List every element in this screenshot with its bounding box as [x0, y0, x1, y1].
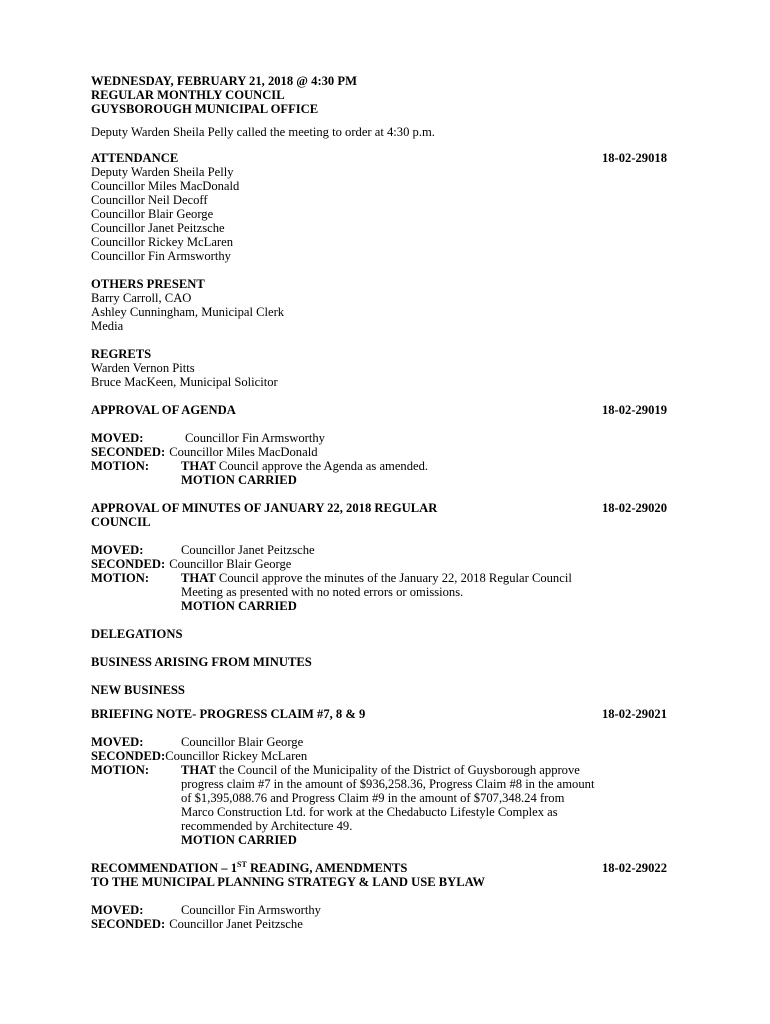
moved-by: Councillor Fin Armsworthy	[181, 903, 321, 917]
regret-name: Warden Vernon Pitts	[91, 361, 195, 375]
other-attendee: Barry Carroll, CAO	[91, 291, 192, 305]
others-present-heading: OTHERS PRESENT	[91, 277, 205, 291]
business-arising-heading: BUSINESS ARISING FROM MINUTES	[91, 655, 312, 669]
seconded-by: Councillor Janet Peitzsche	[169, 917, 303, 931]
motion-text: Council approve the minutes of the January 22, 2018 Regular Council	[215, 571, 572, 585]
attendee: Councillor Fin Armsworthy	[91, 249, 231, 263]
regrets-heading: REGRETS	[91, 347, 152, 361]
motion-label: MOTION:	[91, 571, 150, 585]
resolution-number: 18-02-29021	[601, 707, 667, 721]
resolution-number: 18-02-29020	[601, 501, 667, 515]
resolution-number: 18-02-29022	[601, 861, 667, 875]
motion-that: THAT	[181, 763, 216, 777]
moved-label: MOVED:	[91, 543, 144, 557]
motion-label: MOTION:	[91, 763, 150, 777]
meeting-location: GUYSBOROUGH MUNICIPAL OFFICE	[91, 102, 319, 116]
others-present-section	[91, 277, 671, 333]
moved-label: MOVED:	[91, 735, 144, 749]
recommendation-heading-cont: TO THE MUNICIPAL PLANNING STRATEGY & LAND USE BYLAW	[91, 875, 485, 889]
moved-label: MOVED:	[91, 903, 144, 917]
moved-by: Councillor Janet Peitzsche	[181, 543, 315, 557]
new-business-heading: NEW BUSINESS	[91, 683, 185, 697]
agenda-section	[91, 403, 671, 487]
resolution-number: 18-02-29018	[601, 151, 667, 165]
motion-text-cont: progress claim #7 in the amount of $936,258.36, Progress Claim #8 in the amount	[181, 777, 595, 791]
motion-result: MOTION CARRIED	[181, 833, 297, 847]
regret-name: Bruce MacKeen, Municipal Solicitor	[91, 375, 278, 389]
minutes-heading: APPROVAL OF MINUTES OF JANUARY 22, 2018 REGULAR	[91, 501, 438, 515]
moved-by: Councillor Blair George	[181, 735, 304, 749]
attendee: Councillor Janet Peitzsche	[91, 221, 225, 235]
motion-text-cont: recommended by Architecture 49.	[181, 819, 353, 833]
attendee: Councillor Blair George	[91, 207, 214, 221]
recommendation-heading: RECOMMENDATION – 1ST READING, AMENDMENTS	[91, 859, 408, 875]
attendee: Councillor Miles MacDonald	[91, 179, 240, 193]
seconded-label: SECONDED:	[91, 917, 166, 931]
motion-that: THAT	[181, 571, 216, 585]
recommendation-section	[91, 861, 671, 931]
regrets-section	[91, 347, 671, 389]
motion-result: MOTION CARRIED	[181, 599, 297, 613]
motion-result: MOTION CARRIED	[181, 473, 297, 487]
agenda-heading: APPROVAL OF AGENDA	[91, 403, 236, 417]
call-to-order: Deputy Warden Sheila Pelly called the meeting to order at 4:30 p.m.	[91, 125, 435, 139]
motion-text-cont: Marco Construction Ltd. for work at the Chedabucto Lifestyle Complex as	[181, 805, 558, 819]
attendance-heading: ATTENDANCE	[91, 151, 179, 165]
meeting-type: REGULAR MONTHLY COUNCIL	[91, 88, 285, 102]
minutes-page	[91, 74, 671, 931]
motion-text: the Council of the Municipality of the District of Guysborough approve	[215, 763, 580, 777]
minutes-heading-cont: COUNCIL	[91, 515, 151, 529]
resolution-number: 18-02-29019	[601, 403, 667, 417]
briefing-section	[91, 707, 671, 847]
briefing-heading: BRIEFING NOTE- PROGRESS CLAIM #7, 8 & 9	[91, 707, 366, 721]
seconded-label: SECONDED:	[91, 557, 166, 571]
seconded-by: Councillor Miles MacDonald	[169, 445, 318, 459]
other-attendee: Ashley Cunningham, Municipal Clerk	[91, 305, 285, 319]
motion-text-cont: Meeting as presented with no noted errors or omissions.	[181, 585, 464, 599]
seconded-label: SECONDED:	[91, 445, 166, 459]
moved-label: MOVED:	[91, 431, 144, 445]
motion-text: Council approve the Agenda as amended.	[215, 459, 429, 473]
motion-label: MOTION:	[91, 459, 150, 473]
motion-that: THAT	[181, 459, 216, 473]
attendee: Deputy Warden Sheila Pelly	[91, 165, 234, 179]
seconded-by: Councillor Blair George	[169, 557, 292, 571]
meeting-header	[91, 74, 671, 116]
moved-by: Councillor Fin Armsworthy	[185, 431, 325, 445]
attendee: Councillor Neil Decoff	[91, 193, 208, 207]
minutes-approval-section	[91, 501, 671, 613]
delegations-heading: DELEGATIONS	[91, 627, 183, 641]
motion-text-cont: of $1,395,088.76 and Progress Claim #9 in the amount of $707,348.24 from	[181, 791, 565, 805]
attendee: Councillor Rickey McLaren	[91, 235, 233, 249]
meeting-date: WEDNESDAY, FEBRUARY 21, 2018 @ 4:30 PM	[91, 74, 357, 88]
attendance-section	[91, 151, 671, 263]
other-attendee: Media	[91, 319, 124, 333]
seconded-label: SECONDED:	[91, 749, 166, 763]
seconded-by: Councillor Rickey McLaren	[165, 749, 308, 763]
